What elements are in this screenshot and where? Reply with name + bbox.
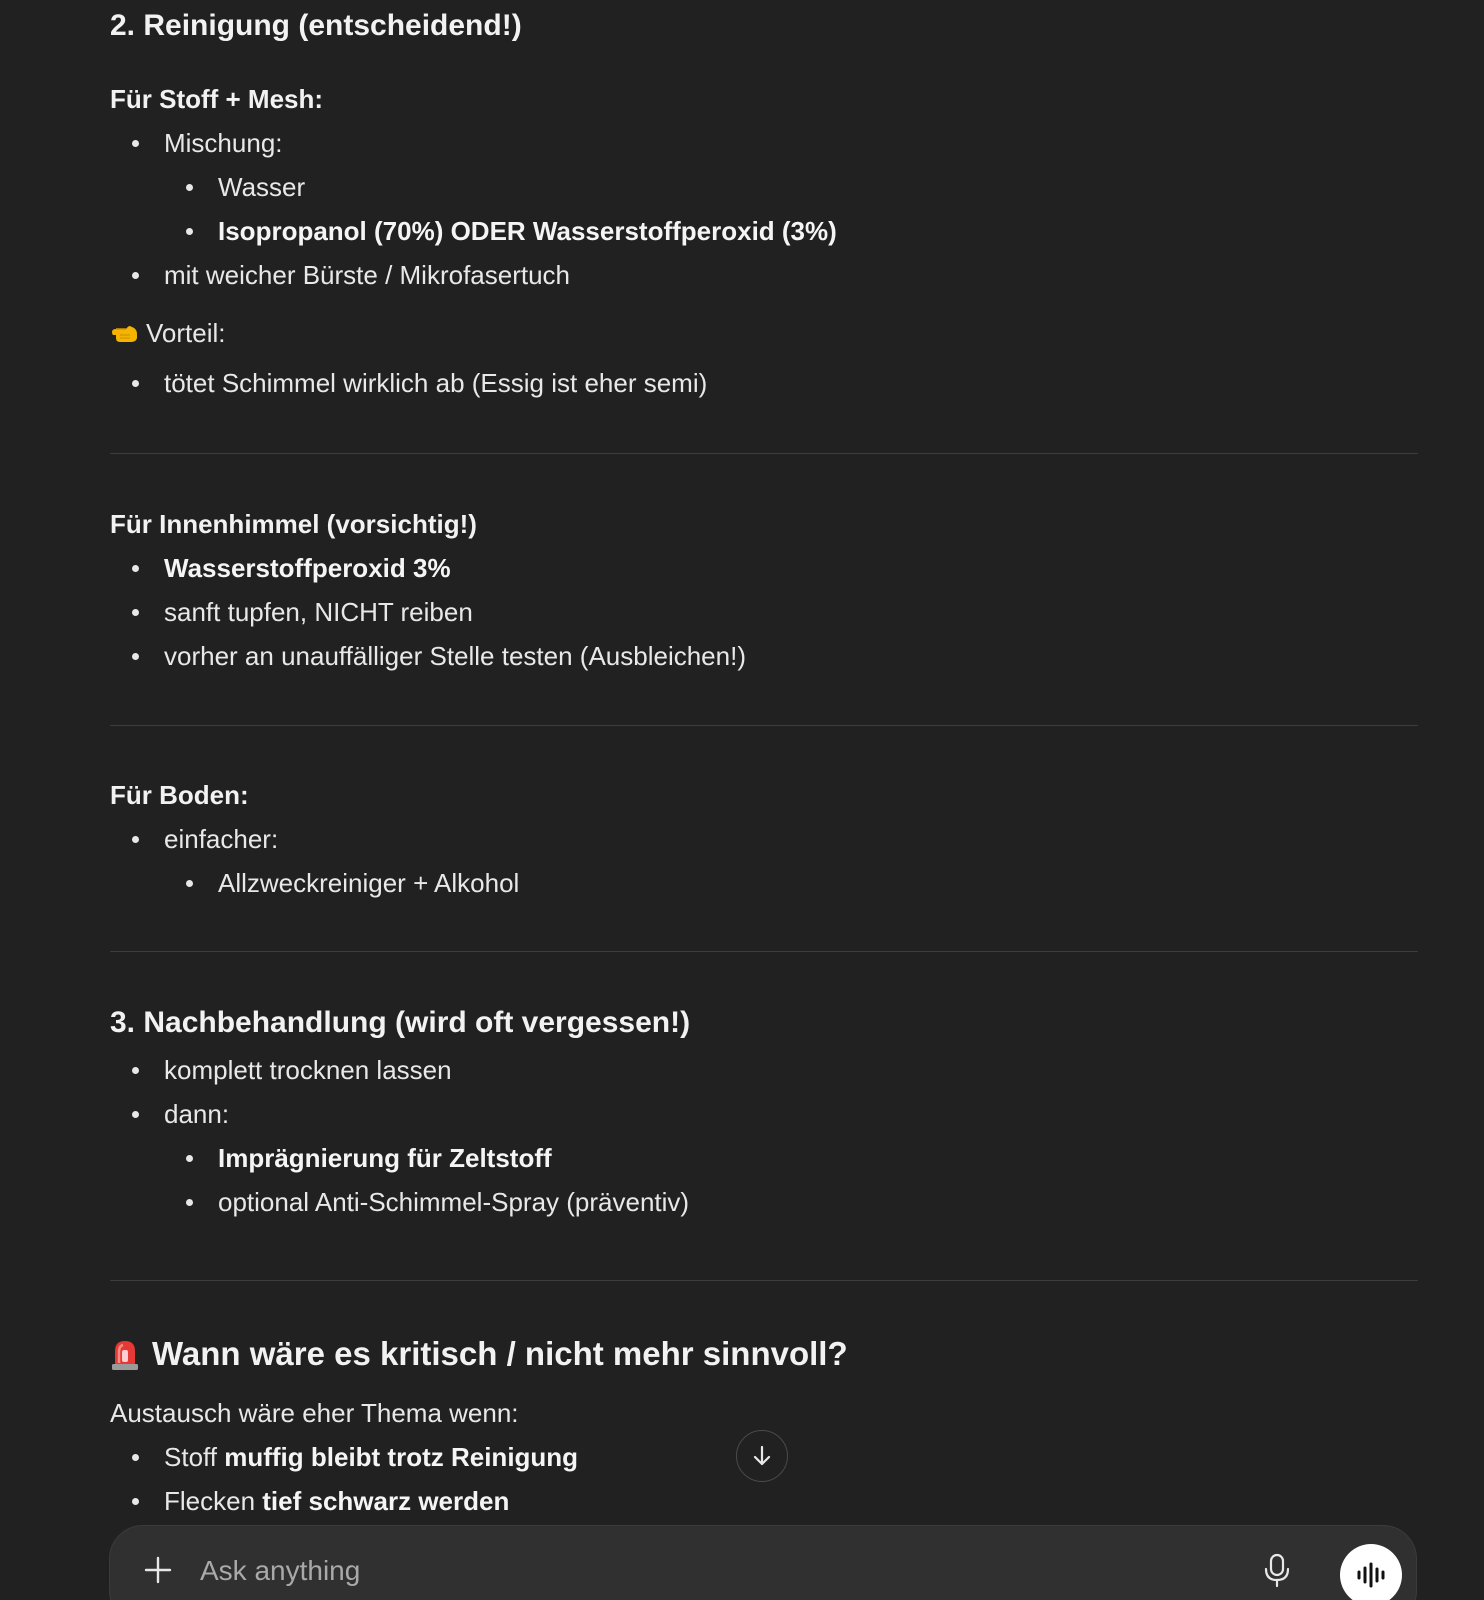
list-innenhimmel [110, 551, 1418, 673]
advantage-line [110, 316, 226, 350]
plus-icon[interactable] [140, 1552, 176, 1588]
list-item: Wasser [110, 170, 1418, 204]
list-item: tötet Schimmel wirklich ab (Essig ist eher semi) [110, 366, 1418, 400]
list-item: komplett trocknen lassen [110, 1053, 1418, 1087]
list-advantage [110, 366, 1418, 400]
message-composer [109, 1525, 1417, 1600]
critical-title: Wann wäre es kritisch / nicht mehr sinnvoll? [152, 1335, 848, 1372]
prompt-input[interactable] [198, 1548, 1222, 1594]
microphone-icon[interactable] [1262, 1552, 1292, 1588]
divider [110, 725, 1418, 726]
scroll-to-bottom-button[interactable] [736, 1430, 788, 1482]
arrow-down-icon [749, 1443, 775, 1469]
list-item: dann: [110, 1097, 1418, 1131]
list-item: vorher an unauffälliger Stelle testen (Ausbleichen!) [110, 639, 1418, 673]
advantage-label: Vorteil: [146, 318, 226, 348]
list-item: Isopropanol (70%) ODER Wasserstoffperoxid (3%) [110, 214, 1418, 248]
list-item: einfacher: [110, 822, 1418, 856]
list-item-text: Stoff [164, 1442, 225, 1472]
subheading-stoff-mesh: Für Stoff + Mesh: [110, 84, 324, 114]
subheading-boden: Für Boden: [110, 780, 249, 810]
subheading-innenhimmel: Für Innenhimmel (vorsichtig!) [110, 509, 477, 539]
voice-mode-icon [1356, 1562, 1386, 1588]
divider [110, 1280, 1418, 1281]
pointing-hand-icon [110, 324, 138, 344]
list-item: Mischung: [110, 126, 1418, 160]
list-item-bold: muffig bleibt trotz Reinigung [224, 1442, 579, 1472]
list-item: Wasserstoffperoxid 3% [110, 551, 1418, 585]
section-heading-nachbehandlung: 3. Nachbehandlung (wird oft vergessen!) [110, 1006, 691, 1039]
section-heading-kritisch [110, 1332, 1418, 1376]
section-heading-reinigung: 2. Reinigung (entscheidend!) [110, 9, 522, 42]
divider [110, 951, 1418, 952]
list-item: Imprägnierung für Zeltstoff [110, 1141, 1418, 1175]
voice-mode-button[interactable] [1340, 1544, 1402, 1600]
list-item: sanft tupfen, NICHT reiben [110, 595, 1418, 629]
list-boden [110, 822, 1418, 900]
list-item-bold: tief schwarz werden [262, 1486, 510, 1516]
list-item-text: Flecken [164, 1486, 263, 1516]
list-nachbehandlung [110, 1053, 1418, 1219]
siren-icon [110, 1337, 140, 1371]
list-item: Allzweckreiniger + Alkohol [110, 866, 1418, 900]
critical-intro: Austausch wäre eher Thema wenn: [110, 1398, 519, 1428]
list-item [110, 1484, 1418, 1518]
list-item: optional Anti-Schimmel-Spray (präventiv) [110, 1185, 1418, 1219]
list-stoff [110, 126, 1418, 292]
divider [110, 453, 1418, 454]
list-item: mit weicher Bürste / Mikrofasertuch [110, 258, 1418, 292]
